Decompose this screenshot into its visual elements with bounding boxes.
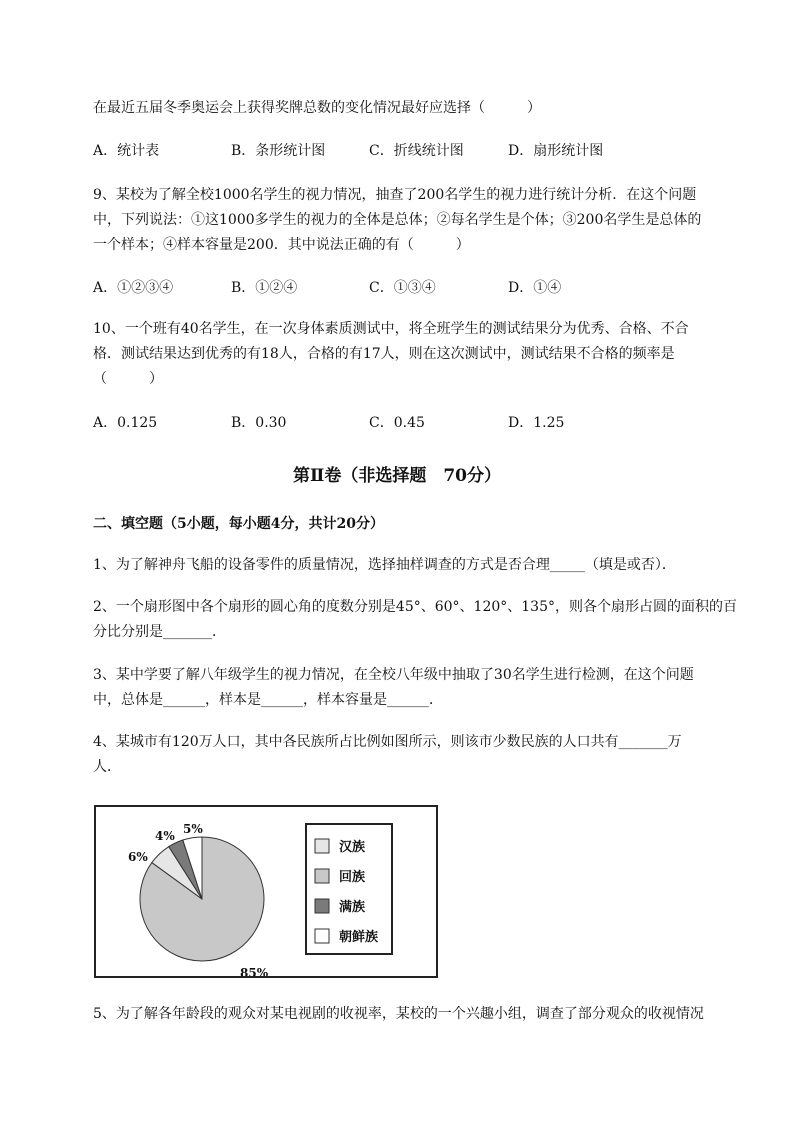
legend-swatch: [315, 929, 329, 943]
fill-q4-line-2: 人．: [93, 759, 121, 775]
pie-value-label: 6%: [128, 850, 148, 864]
fill-q4-line-1: 4、某城市有120万人口，其中各民族所占比例如图所示，则该市少数民族的人口共有_______万: [93, 734, 682, 750]
q10-option-c: C．0.45: [369, 415, 425, 431]
legend-label: 回族: [339, 870, 366, 885]
pie-value-label: 5%: [183, 822, 203, 836]
q9-option-a: A．①②③④: [93, 280, 174, 296]
fill-q5: 5、为了解各年龄段的观众对某电视剧的收视率，某校的一个兴趣小组，调查了部分观众的收视情况: [93, 1006, 704, 1022]
pie-value-label: 85%: [240, 966, 269, 976]
q9-option-d: D．①④: [508, 280, 562, 296]
q10-line-1: 10、一个班有40名学生，在一次身体素质测试中，将全班学生的测试结果分为优秀、合格、不合: [93, 321, 689, 337]
q8-option-c: C．折线统计图: [369, 143, 464, 159]
fill-q1: 1、为了解神舟飞船的设备零件的质量情况，选择抽样调查的方式是否合理_____（填是或否）．: [93, 557, 676, 573]
fill-q2-line-2: 分比分别是_______．: [93, 624, 226, 640]
q9-option-b: B．①②④: [231, 280, 298, 296]
q10-option-d: D．1.25: [508, 415, 565, 431]
fill-q3-line-2: 中，总体是______，样本是______，样本容量是______．: [93, 692, 443, 708]
q10-line-2: 格．测试结果达到优秀的有18人，合格的有17人，则在这次测试中，测试结果不合格的频率是: [93, 346, 675, 362]
pie-chart-figure: [94, 805, 438, 978]
fill-q3-line-1: 3、某中学要了解八年级学生的视力情况，在全校八年级中抽取了30名学生进行检测，在这个问题: [93, 667, 694, 683]
q10-line-3: （ ）: [93, 371, 163, 387]
q10-option-a: A．0.125: [93, 415, 158, 431]
q8-option-d: D．扇形统计图: [508, 143, 604, 159]
legend-label: 满族: [339, 900, 366, 915]
legend-label: 汉族: [339, 840, 366, 855]
q9-option-c: C．①③④: [369, 280, 436, 296]
legend-swatch: [315, 899, 329, 913]
pie-chart-svg: [96, 807, 436, 976]
fill-q2-line-1: 2、一个扇形图中各个扇形的圆心角的度数分别是45°、60°、120°、135°，则各个扇形占圆的面积的百: [93, 599, 737, 615]
q8-option-a: A．统计表: [93, 143, 160, 159]
q8-text: 在最近五届冬季奥运会上获得奖牌总数的变化情况最好应选择（ ）: [93, 100, 541, 116]
q8-option-b: B．条形统计图: [231, 143, 326, 159]
pie-value-label: 4%: [155, 829, 175, 843]
legend-swatch: [315, 839, 329, 853]
q9-line-3: 一个样本；④样本容量是200．其中说法正确的有（ ）: [93, 237, 470, 253]
q9-line-2: 中，下列说法：①这1000多学生的视力的全体是总体；②每名学生是个体；③200名学生是总体的: [93, 212, 702, 228]
legend-label: 朝鲜族: [339, 930, 379, 945]
q9-line-1: 9、某校为了解全校1000名学生的视力情况，抽查了200名学生的视力进行统计分析．在这个问题: [93, 187, 697, 203]
section-title: 第Ⅱ卷（非选择题 70分）: [293, 466, 501, 486]
fill-blank-heading: 二、填空题（5小题，每小题4分，共计20分）: [93, 516, 384, 532]
q10-option-b: B．0.30: [231, 415, 287, 431]
legend-swatch: [315, 869, 329, 883]
